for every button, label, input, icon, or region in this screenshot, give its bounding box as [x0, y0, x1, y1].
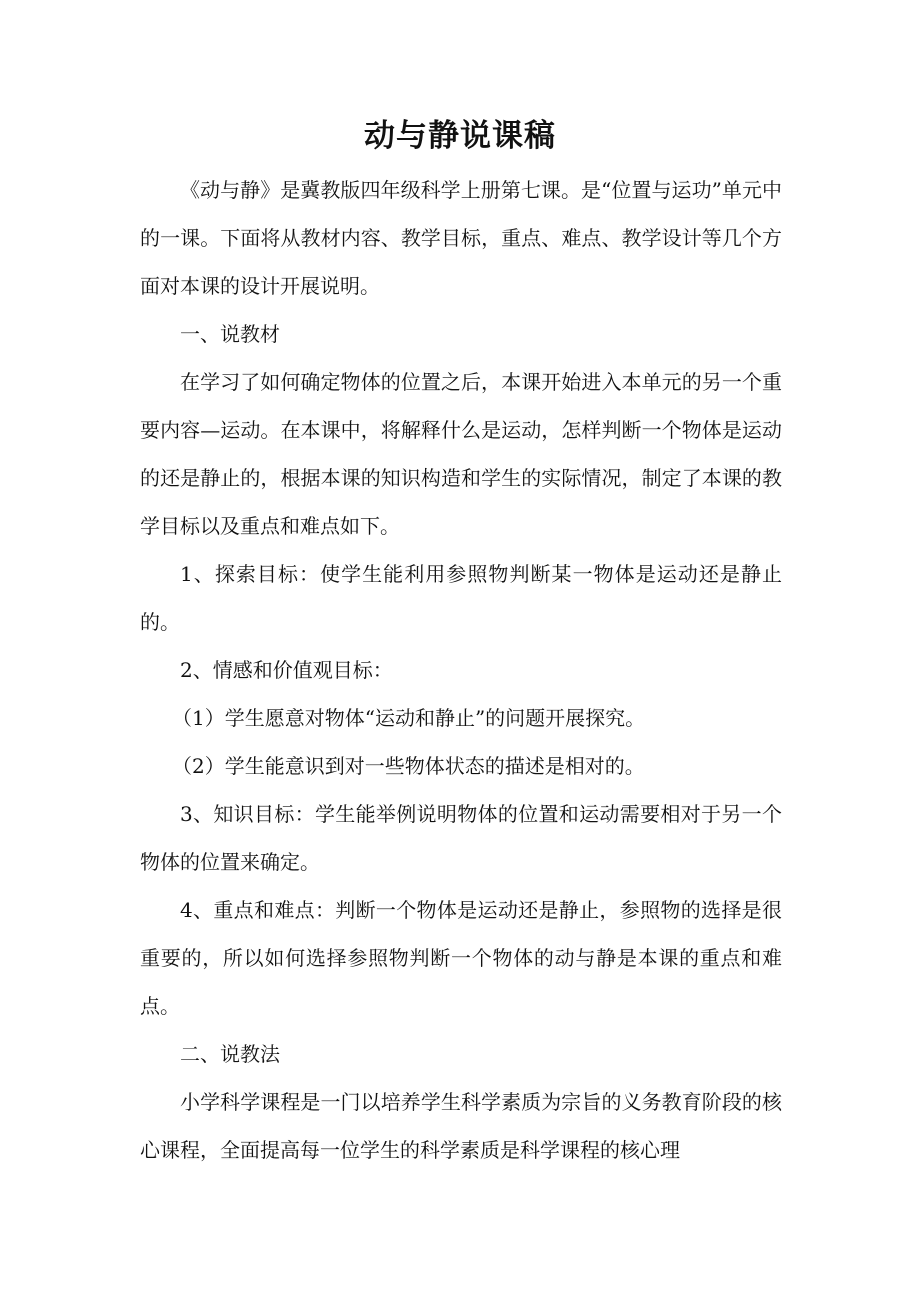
goal-emotion-heading: 2、情感和价值观目标： — [180, 658, 393, 682]
method-paragraph: 小学科学课程是一门以培养学生科学素质为宗旨的义务教育阶段的核心课程，全面提高每一位学生的科学素质是科学课程的核心理 — [140, 1090, 782, 1162]
goal-emotion-item-2: （2）学生能意识到对一些物体状态的描述是相对的。 — [172, 754, 645, 778]
goal-exploration: 1、探索目标：使学生能利用参照物判断某一物体是运动还是静止的。 — [140, 562, 782, 634]
document-body — [140, 166, 782, 1174]
textbook-paragraph: 在学习了如何确定物体的位置之后，本课开始进入本单元的另一个重要内容—运动。在本课中，将解释什么是运动，怎样判断一个物体是运动的还是静止的，根据本课的知识构造和学生的实际情况，制定了本课的教学目标以及重点和难点如下。 — [140, 370, 782, 538]
intro-paragraph: 《动与静》是冀教版四年级科学上册第七课。是“位置与运功”单元中的一课。下面将从教材内容、教学目标，重点、难点、教学设计等几个方面对本课的设计开展说明。 — [140, 178, 782, 298]
document-title: 动与静说课稿 — [364, 118, 556, 154]
goal-knowledge: 3、知识目标：学生能举例说明物体的位置和运动需要相对于另一个物体的位置来确定。 — [140, 802, 782, 874]
section-heading-textbook: 一、说教材 — [180, 322, 280, 346]
section-heading-method: 二、说教法 — [180, 1042, 280, 1066]
key-points-paragraph: 4、重点和难点：判断一个物体是运动还是静止，参照物的选择是很重要的，所以如何选择参照物判断一个物体的动与静是本课的重点和难点。 — [140, 898, 782, 1018]
goal-emotion-item-1: （1）学生愿意对物体“运动和静止”的问题开展探究。 — [172, 706, 646, 730]
